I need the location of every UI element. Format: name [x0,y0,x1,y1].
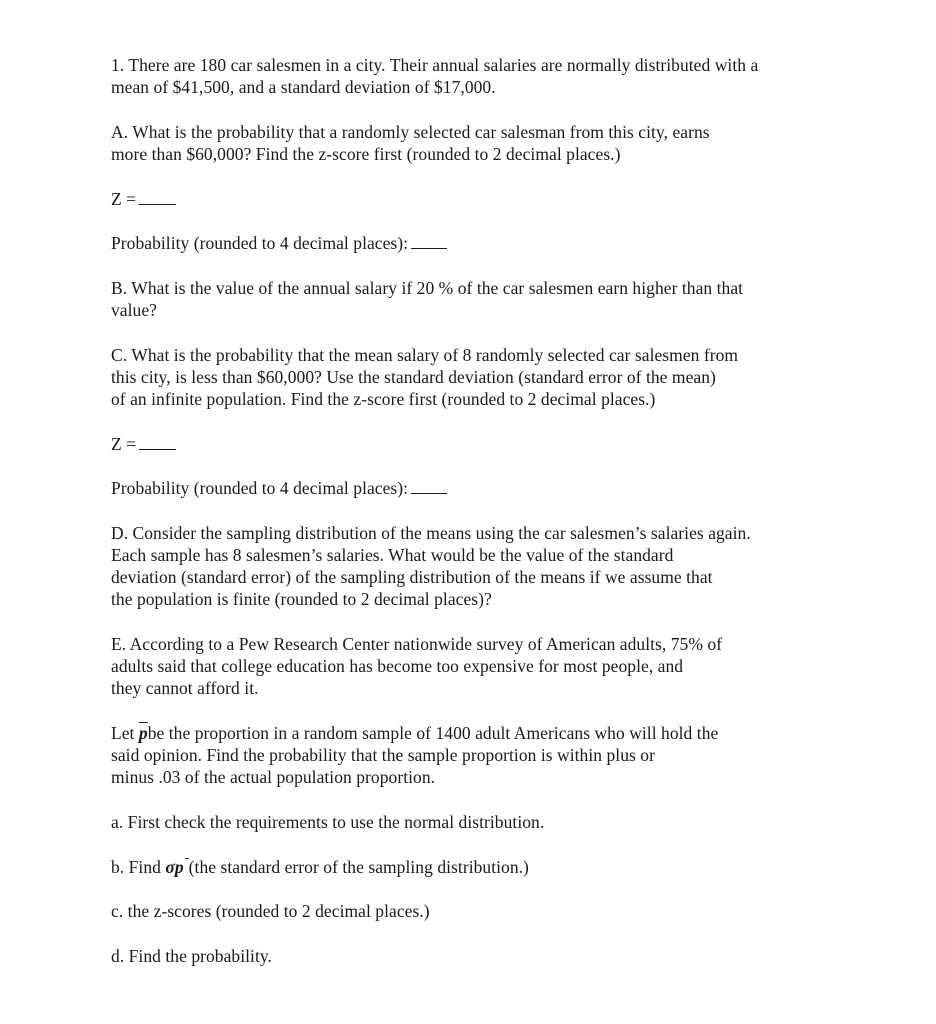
part-c-z-blank [139,434,176,450]
part-d-line2: Each sample has 8 salesmen’s salaries. What would be the value of the standard [111,545,674,565]
part-d-line1: D. Consider the sampling distribution of the means using the car salesmen’s salaries again. [111,523,751,543]
part-a-line2: more than $60,000? Find the z-score first (rounded to 2 decimal places.) [111,144,621,164]
part-e-line1: E. According to a Pew Research Center nationwide survey of American adults, 75% of [111,634,723,654]
part-a-z-label: Z = [111,189,137,209]
p-bar-symbol: $\overline{p}$ [138,723,148,743]
part-a-z-row [111,188,176,210]
part-e-item-b-row [111,856,529,878]
part-b-line2: value? [111,300,157,320]
part-e-let-rest: be the proportion in a random sample of 1400 adult Americans who will hold the [147,723,719,743]
q1-intro-line2: mean of $41,500, and a standard deviation of $17,000. [111,77,496,97]
part-e-line5: said opinion. Find the probability that the sample proportion is within plus or [111,745,655,765]
part-e-item-a: a. First check the requirements to use the normal distribution. [111,812,545,832]
part-e-item-b-rest: (the standard error of the sampling distribution.) [188,857,529,877]
part-a-line1: A. What is the probability that a randomly selected car salesman from this city, earns [111,122,710,142]
part-c-prob-row [111,477,447,499]
part-c-z-row [111,433,176,455]
part-e-line6: minus .03 of the actual population proportion. [111,767,436,787]
part-d-line3: deviation (standard error) of the sampling distribution of the means if we assume that [111,567,713,587]
part-e-let-row [111,722,718,744]
part-e-item-d: d. Find the probability. [111,946,272,966]
part-c-z-label: Z = [111,434,137,454]
part-c-prob-blank [411,478,447,494]
part-a-z-blank [139,189,176,205]
part-b-line1: B. What is the value of the annual salary if 20 % of the car salesmen earn higher than that [111,278,744,298]
part-c-line2: this city, is less than $60,000? Use the standard deviation (standard error of the mean) [111,367,716,387]
q1-intro-line1: 1. There are 180 car salesmen in a city. Their annual salaries are normally distributed with a [111,55,759,75]
part-e-let-prefix: Let [111,723,139,743]
part-e-item-b-prefix: b. Find [111,857,166,877]
sigma-p-symbol: σp [165,857,184,877]
part-a-prob-blank [411,233,447,249]
part-c-line1: C. What is the probability that the mean salary of 8 randomly selected car salesmen from [111,345,739,365]
part-c-prob-label: Probability (rounded to 4 decimal places): [111,478,409,498]
part-e-line3: they cannot afford it. [111,678,259,698]
part-c-line3: of an infinite population. Find the z-score first (rounded to 2 decimal places.) [111,389,656,409]
part-e-line2: adults said that college education has become too expensive for most people, and [111,656,684,676]
part-a-prob-row [111,232,447,254]
part-d-line4: the population is finite (rounded to 2 decimal places)? [111,589,492,609]
part-e-item-c: c. the z-scores (rounded to 2 decimal places.) [111,901,430,921]
part-a-prob-label: Probability (rounded to 4 decimal places): [111,233,409,253]
